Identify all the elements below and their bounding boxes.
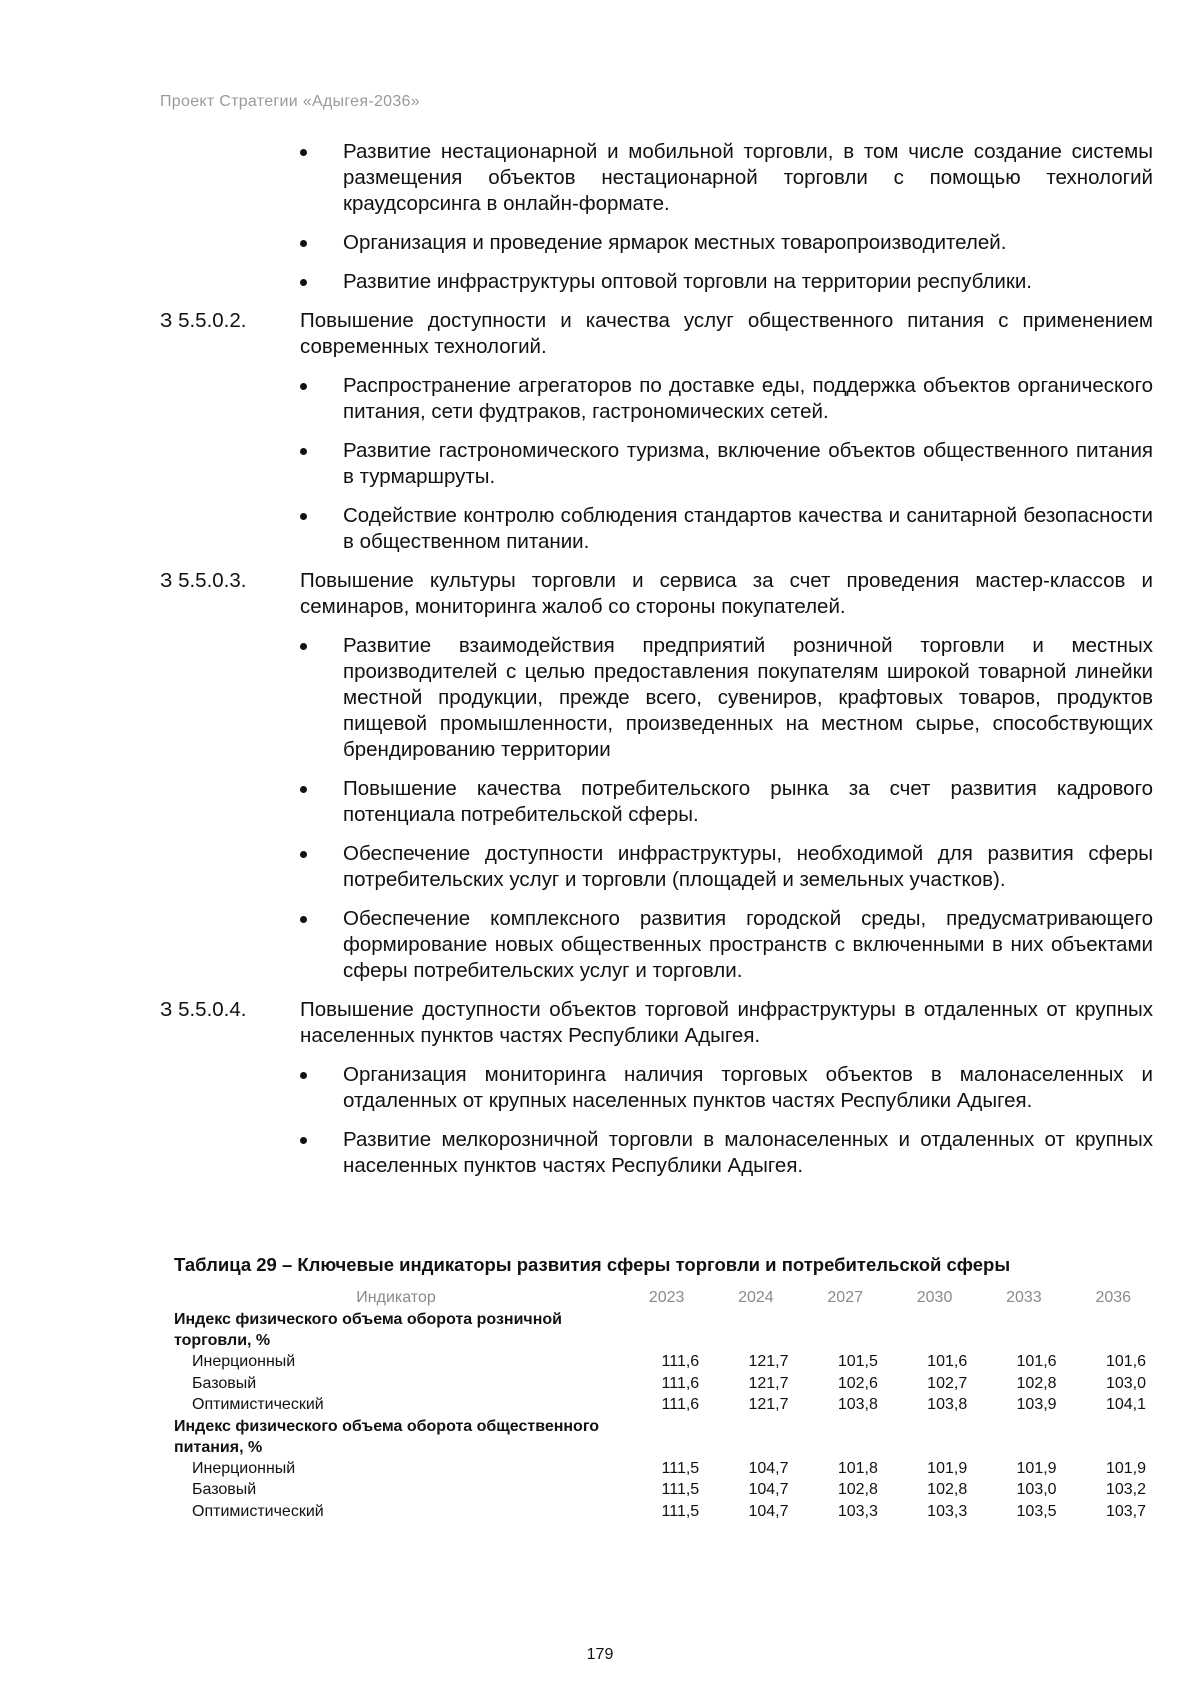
table-caption: Таблица 29 – Ключевые индикаторы развития сферы торговли и потребительской сферы (174, 1254, 1011, 1275)
cell-value: 102,6 (837, 1374, 878, 1392)
table-row (174, 1479, 1154, 1501)
cell-value: 102,8 (927, 1481, 968, 1498)
row-label: Оптимистический (192, 1396, 324, 1413)
bullet-list (300, 1062, 1153, 1179)
cell-value: 111,6 (661, 1396, 700, 1413)
cell-value: 103,9 (1016, 1396, 1057, 1413)
bullet-list (300, 633, 1153, 984)
column-header: 2030 (916, 1289, 953, 1306)
table-row (174, 1458, 1154, 1480)
item-number: З 5.5.0.2. (160, 309, 247, 332)
bullet-icon (300, 383, 307, 390)
list-item: Повышение качества потребительского рынка за счет развития кадрового потенциала потребительской сферы. (300, 776, 1153, 828)
bullet-icon (300, 916, 307, 923)
table-group-row (174, 1416, 1154, 1458)
cell-value: 121,7 (748, 1353, 789, 1370)
cell-value: 101,8 (837, 1459, 878, 1477)
cell-value: 102,8 (1016, 1374, 1057, 1392)
cell-value: 111,5 (661, 1502, 700, 1520)
table-group-row (174, 1309, 1154, 1351)
cell-value: 103,8 (837, 1396, 878, 1413)
item-text: Повышение доступности объектов торговой инфраструктуры в отдаленных от крупных населенных пунктов частях Республики Адыгея. (300, 998, 1153, 1047)
list-item: Развитие инфраструктуры оптовой торговли на территории республики. (300, 269, 1153, 295)
cell-value: 111,6 (661, 1374, 700, 1392)
list-item: Обеспечение комплексного развития городской среды, предусматривающего формирование новых общественных пространств с включенными в них объектами сферы потребительских услуг и торговли. (300, 906, 1153, 984)
cell-value: 101,9 (1105, 1459, 1146, 1477)
numbered-item (160, 568, 1153, 620)
cell-value: 104,1 (1105, 1396, 1146, 1413)
cell-value: 111,6 (661, 1353, 700, 1370)
list-item: Развитие мелкорозничной торговли в малонаселенных и отдаленных от крупных населенных пунктов частях Республики Адыгея. (300, 1127, 1153, 1179)
bullet-icon (300, 240, 307, 247)
column-header: 2023 (648, 1289, 685, 1306)
bullet-icon (300, 851, 307, 858)
bullet-icon (300, 786, 307, 793)
list-item: Содействие контролю соблюдения стандартов качества и санитарной безопасности в общественном питании. (300, 503, 1153, 555)
cell-value: 103,2 (1105, 1481, 1146, 1498)
table-row (174, 1373, 1154, 1395)
cell-value: 111,5 (661, 1481, 700, 1498)
list-item: Развитие нестационарной и мобильной торговли, в том числе создание системы размещения объектов нестационарной торговли с помощью технологий краудсорсинга в онлайн-формате. (300, 139, 1153, 217)
group-title: Индекс физического объема оборота общественного питания, % (174, 1417, 600, 1456)
numbered-item (160, 997, 1153, 1049)
cell-value: 101,6 (1016, 1353, 1057, 1370)
cell-value: 103,0 (1105, 1374, 1146, 1392)
cell-value: 101,9 (1016, 1459, 1057, 1477)
group-title: Индекс физического объема оборота розничной торговли, % (174, 1311, 562, 1349)
bullet-list (300, 373, 1153, 555)
table-row (174, 1351, 1154, 1373)
cell-value: 103,3 (837, 1502, 878, 1520)
bullet-icon (300, 513, 307, 520)
cell-value: 101,5 (837, 1353, 878, 1370)
cell-value: 103,0 (1016, 1481, 1057, 1498)
item-number: З 5.5.0.3. (160, 569, 247, 592)
list-item: Организация мониторинга наличия торговых объектов в малонаселенных и отдаленных от крупных населенных пунктов частях Республики Адыгея. (300, 1062, 1153, 1114)
cell-value: 104,7 (748, 1502, 789, 1520)
cell-value: 101,6 (927, 1353, 968, 1370)
table-row (174, 1394, 1154, 1416)
page-number: 179 (586, 1646, 614, 1663)
bullet-icon (300, 149, 307, 156)
item-text: Повышение доступности и качества услуг общественного питания с применением современных технологий. (300, 309, 1153, 358)
cell-value: 103,3 (927, 1502, 968, 1520)
cell-value: 121,7 (748, 1396, 789, 1413)
list-item: Развитие гастрономического туризма, включение объектов общественного питания в турмаршруты. (300, 438, 1153, 490)
column-header: Индикатор (356, 1289, 436, 1306)
column-header: 2027 (827, 1289, 863, 1306)
cell-value: 102,8 (837, 1481, 878, 1498)
list-item: Развитие взаимодействия предприятий розничной торговли и местных производителей с целью предоставления покупателям широкой товарной линейки местной продукции, прежде всего, сувениров, крафтовых товаров, продуктов пищевой промышленности, произведенных на местном сырье, способствующих брендированию территории (300, 633, 1153, 763)
cell-value: 121,7 (748, 1374, 789, 1392)
list-item: Распространение агрегаторов по доставке еды, поддержка объектов органического питания, сети фудтраков, гастрономических сетей. (300, 373, 1153, 425)
cell-value: 103,5 (1016, 1502, 1057, 1520)
row-label: Оптимистический (192, 1502, 324, 1520)
row-label: Базовый (192, 1481, 257, 1498)
row-label: Инерционный (192, 1353, 296, 1370)
bullet-icon (300, 279, 307, 286)
table-row (174, 1501, 1154, 1523)
bullet-list (300, 139, 1153, 295)
numbered-item (160, 308, 1153, 360)
cell-value: 101,6 (1105, 1353, 1146, 1370)
document-header: Проект Стратегии «Адыгея-2036» (160, 93, 420, 110)
column-header: 2033 (1006, 1289, 1042, 1306)
list-item: Обеспечение доступности инфраструктуры, необходимой для развития сферы потребительских услуг и торговли (площадей и земельных участков). (300, 841, 1153, 893)
row-label: Базовый (192, 1374, 257, 1392)
indicators-table (174, 1287, 1154, 1522)
cell-value: 103,7 (1105, 1502, 1146, 1520)
table-header-row (174, 1287, 1154, 1309)
document-body (160, 139, 1153, 1192)
cell-value: 104,7 (748, 1481, 789, 1498)
cell-value: 111,5 (661, 1459, 700, 1477)
bullet-icon (300, 448, 307, 455)
item-number: З 5.5.0.4. (160, 998, 247, 1021)
row-label: Инерционный (192, 1459, 296, 1477)
cell-value: 103,8 (927, 1396, 968, 1413)
bullet-icon (300, 1137, 307, 1144)
column-header: 2024 (738, 1289, 774, 1306)
list-item: Организация и проведение ярмарок местных товаропроизводителей. (300, 230, 1153, 256)
cell-value: 102,7 (927, 1374, 968, 1392)
bullet-icon (300, 1072, 307, 1079)
cell-value: 101,9 (927, 1459, 968, 1477)
item-text: Повышение культуры торговли и сервиса за счет проведения мастер-классов и семинаров, мониторинга жалоб со стороны покупателей. (300, 569, 1153, 618)
column-header: 2036 (1095, 1289, 1132, 1306)
cell-value: 104,7 (748, 1459, 789, 1477)
bullet-icon (300, 643, 307, 650)
